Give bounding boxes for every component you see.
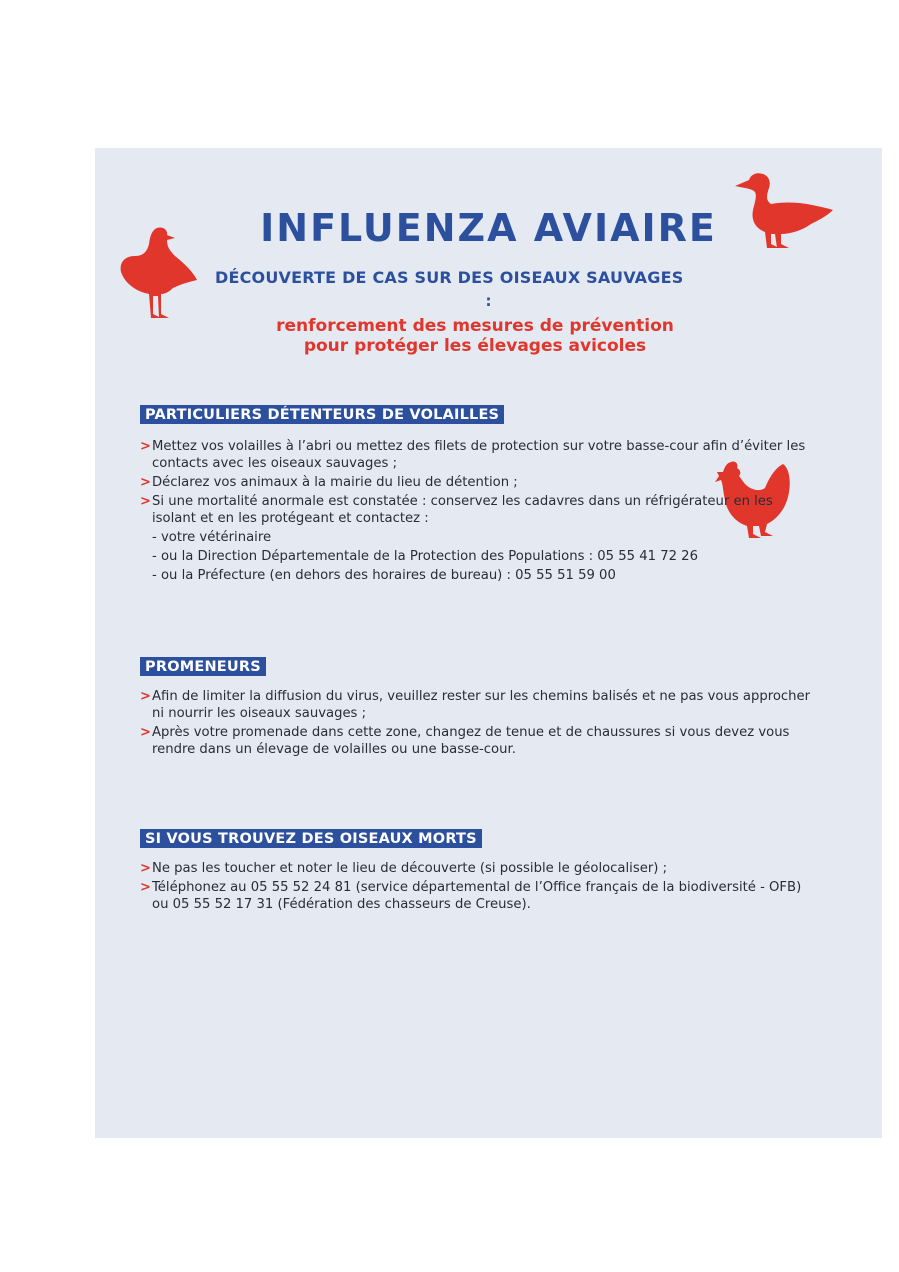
list-item xyxy=(140,688,820,722)
sub-list-item: - ou la Préfecture (en dehors des horaires de bureau) : 05 55 51 59 00 xyxy=(152,568,616,583)
list-item-text: Téléphonez au 05 55 52 24 81 (service départemental de l’Office français de la biodiversité - OFB) ou 05 55 52 17 31 (Fédération des chasseurs de Creuse). xyxy=(152,880,802,912)
chevron-right-icon: > xyxy=(140,475,151,490)
section-heading: SI VOUS TROUVEZ DES OISEAUX MORTS xyxy=(140,829,482,848)
list-item-text: Afin de limiter la diffusion du virus, veuillez rester sur les chemins balisés et ne pas vous approcher ni nourrir les oiseaux sauvages ; xyxy=(152,689,811,721)
chevron-right-icon: > xyxy=(140,880,151,895)
chevron-right-icon: > xyxy=(140,494,151,509)
chevron-right-icon: > xyxy=(140,725,151,740)
poster xyxy=(95,148,882,1138)
list-item xyxy=(140,474,820,491)
list-item-text: Si une mortalité anormale est constatée : conservez les cadavres dans un réfrigérateur en les isolant et en les protégeant et contactez : xyxy=(152,494,773,526)
list-item-text: Ne pas les toucher et noter le lieu de découverte (si possible le géolocaliser) ; xyxy=(152,861,668,876)
section-particuliers xyxy=(140,404,820,586)
section-heading: PROMENEURS xyxy=(140,657,266,676)
chevron-right-icon: > xyxy=(140,689,151,704)
page-title: INFLUENZA AVIAIRE xyxy=(260,206,717,250)
section-oiseaux-morts xyxy=(140,828,820,915)
chevron-right-icon: > xyxy=(140,861,151,876)
list-item xyxy=(140,438,820,472)
section-heading: PARTICULIERS DÉTENTEURS DE VOLAILLES xyxy=(140,405,504,424)
section-promeneurs xyxy=(140,656,820,760)
list-item xyxy=(140,879,820,913)
chevron-right-icon: > xyxy=(140,439,151,454)
sub-list-item: - votre vétérinaire xyxy=(152,530,272,545)
list-item-text: Après votre promenade dans cette zone, changez de tenue et de chaussures si vous devez vous rendre dans un élevage de volailles ou une basse-cour. xyxy=(152,725,790,757)
list-item xyxy=(140,724,820,758)
page-subtitle: DÉCOUVERTE DE CAS SUR DES OISEAUX SAUVAGES xyxy=(215,268,684,287)
list-item-text: Mettez vos volailles à l’abri ou mettez des filets de protection sur votre basse-cour afin d’éviter les contacts avec les oiseaux sauvages ; xyxy=(152,439,806,471)
list-item-text: Déclarez vos animaux à la mairie du lieu de détention ; xyxy=(152,475,518,490)
lead-text: renforcement des mesures de prévention pour protéger les élevages avicoles xyxy=(276,316,674,356)
list-item xyxy=(140,493,820,584)
sub-list-item: - ou la Direction Départementale de la Protection des Populations : 05 55 41 72 26 xyxy=(152,549,698,564)
subtitle-colon: : xyxy=(485,292,492,310)
list-item xyxy=(140,860,820,877)
